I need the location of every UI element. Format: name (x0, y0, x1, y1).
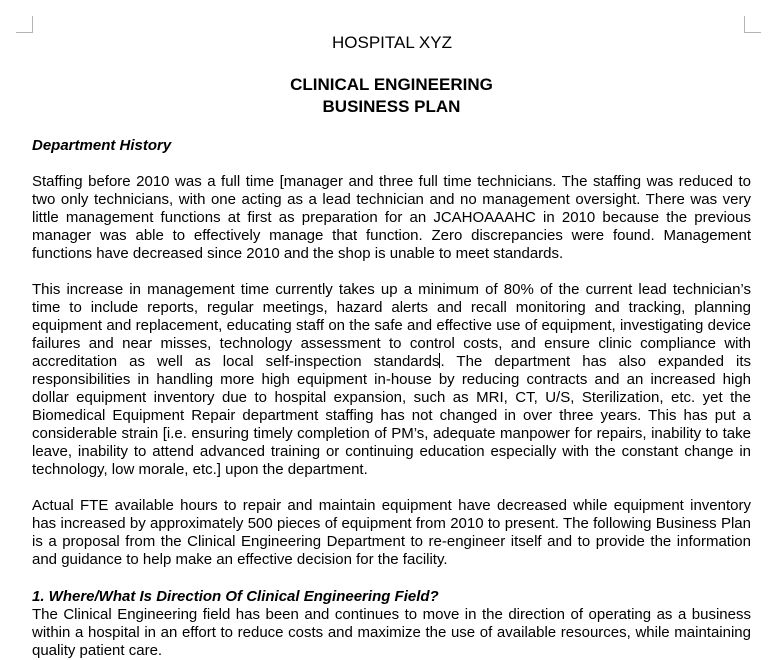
document-title-line-2: BUSINESS PLAN (322, 97, 461, 116)
paragraph-staffing: Staffing before 2010 was a full time [manager and three full time technicians. The staffing was reduced to two only technicians, with one acting as a lead technician and no management oversight. There was very little management functions at first as preparation for an JCAHOAAAHC in 2010 because the previous manager was able to effectively manage that function. Zero discrepancies were found. Management functions have decreased since 2010 and the shop is unable to meet standards. (32, 173, 751, 262)
paragraph-management-time (32, 281, 751, 479)
paragraph-fte-hours: Actual FTE available hours to repair and maintain equipment have decreased while equipment inventory has increased by approximately 500 pieces of equipment from 2010 to present. The following Business Plan is a proposal from the Clinical Engineering Department to re-engineer itself and to provide the information and guidance to help make an effective decision for the facility. (32, 497, 751, 568)
hospital-name: HOSPITAL XYZ (332, 33, 452, 52)
section-heading-direction: 1. Where/What Is Direction Of Clinical Engineering Field? (32, 588, 439, 605)
page-corner-mark-top-right (744, 16, 761, 33)
section-heading-department-history: Department History (32, 137, 172, 154)
document-title (32, 74, 751, 118)
document-title-line-1: CLINICAL ENGINEERING (290, 75, 493, 94)
page-corner-mark-top-left (16, 16, 33, 33)
paragraph-direction: The Clinical Engineering field has been and continues to move in the direction of operating as a business within a hospital in an effort to reduce costs and maximize the use of available resources, while maintaining quality patient care. (32, 606, 751, 659)
paragraph-management-time-part-1: This increase in management time currently takes up a minimum of 80% of the current lead technician’s time to include reports, regular meetings, hazard alerts and recall monitoring and tracking, planning equipment and replacement, educating staff on the safe and effective use of equipment, investigating device failures and near misses, technology assessment to control costs, and ensure clinic compliance with accreditation as well as local self-inspection standards (32, 281, 751, 370)
paragraph-management-time-part-2: . The department has also expanded its responsibilities in handling more high equipment in-house by reducing contracts and an increased high dollar equipment inventory due to hospital expansion, such as MRI, CT, U/S, Sterilization, etc. yet the Biomedical Equipment Repair department staffing has not changed in over three years. This has put a considerable strain [i.e. ensuring timely completion of PM’s, adequate manpower for repairs, inability to take leave, inability to attend advanced training or continuing education especially with the constant change in technology, low morale, etc.] upon the department. (32, 353, 751, 478)
document-body[interactable] (32, 33, 751, 660)
